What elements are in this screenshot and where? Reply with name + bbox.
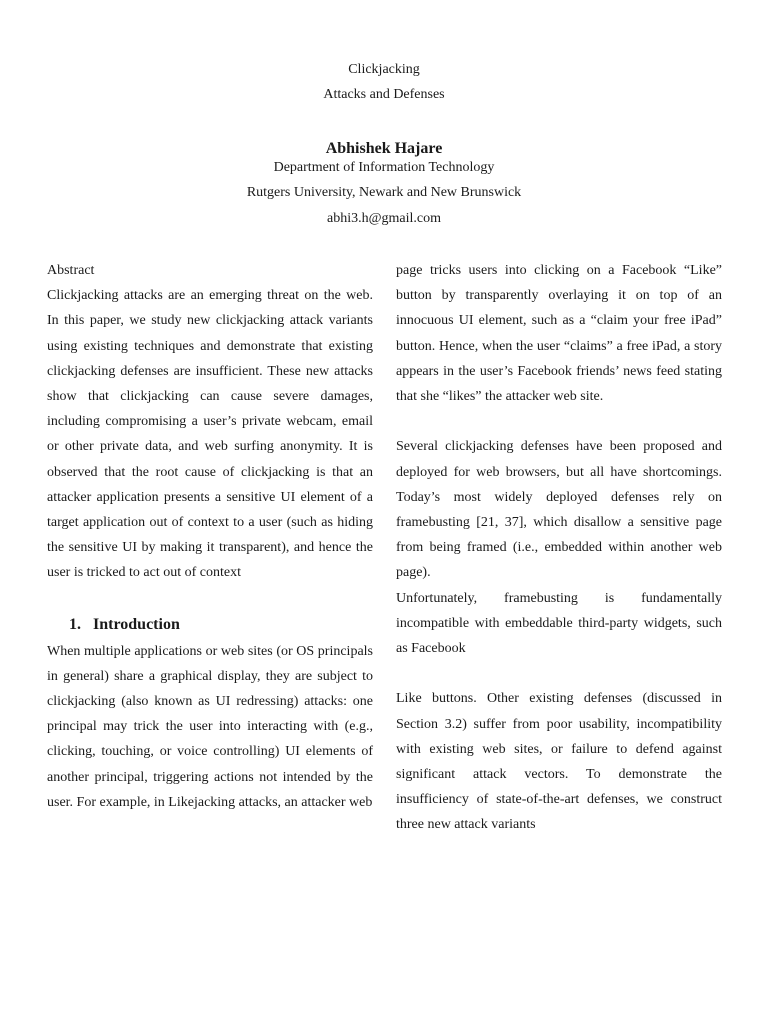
left-column — [47, 258, 373, 815]
abstract-label: Abstract — [47, 263, 95, 278]
intro-text: When multiple applications or web sites (or OS principals in general) share a graphical display, they are subject to clickjacking (also known as UI redressing) attacks: one principal may trick the user into interacting with (e.g., clicking, touching, or voice controlling) UI elements of another principal, triggering actions not intended by the user. For example, in Likejacking attacks, an attacker web — [47, 643, 373, 810]
affiliation-university: Rutgers University, Newark and New Brunswick — [246, 185, 522, 200]
author-email: abhi3.h@gmail.com — [327, 211, 441, 226]
right-paragraph-3: Unfortunately, framebusting is fundamentally incompatible with embeddable third-party widgets, such as Facebook — [396, 590, 722, 657]
abstract-text: Clickjacking attacks are an emerging threat on the web. In this paper, we study new clickjacking attack variants using existing techniques and demonstrate that existing clickjacking defenses are insufficient. These new attacks show that clickjacking can cause severe damages, including compromising a user’s private webcam, email or other private data, and web surfing anonymity. It is observed that the root cause of clickjacking is that an attacker application presents a sensitive UI element of a target application out of context to a user (such as hiding the sensitive UI by making it transparent), and hence the user is tricked to act out of context — [47, 288, 373, 581]
section-number: 1. — [69, 615, 81, 633]
section-heading-introduction — [47, 612, 373, 637]
paper-title-line-1: Clickjacking — [348, 62, 420, 77]
spacer — [396, 661, 722, 686]
section-title: Introduction — [93, 615, 180, 633]
affiliation-department: Department of Information Technology — [273, 160, 495, 175]
right-paragraph-2: Several clickjacking defenses have been proposed and deployed for web browsers, but all have shortcomings. Today’s most widely deployed defenses rely on framebusting [21, 37], which disallow a sensitive page from being framed (i.e., embedded within another web page). — [396, 439, 722, 581]
right-column — [396, 258, 722, 838]
paper-title-line-2: Attacks and Defenses — [323, 87, 445, 102]
right-paragraph-1: page tricks users into clicking on a Facebook “Like” button by transparently overlaying it on top of an innocuous UI element, such as a “claim your free iPad” button. Hence, when the user “claims” a free iPad, a story appears in the user’s Facebook friends’ news feed stating that she “likes” the attacker web site. — [396, 263, 722, 405]
spacer — [47, 586, 373, 612]
right-paragraph-4: Like buttons. Other existing defenses (discussed in Section 3.2) suffer from poor usability, incompatibility with existing web sites, or failure to defend against significant attack vectors. To demonstrate the insufficiency of state-of-the-art defenses, we construct three new attack variants — [396, 691, 722, 833]
spacer — [396, 409, 722, 434]
author-name: Abhishek Hajare — [325, 140, 443, 157]
